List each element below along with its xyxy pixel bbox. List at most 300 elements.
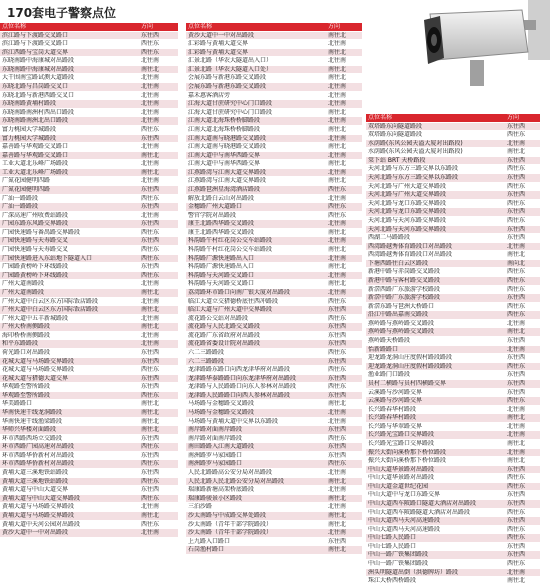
location-cell: 工业大道北乐峰广场路段 [0,160,139,169]
table-row [0,434,178,443]
table-row [366,199,540,208]
location-cell: 广州大道中白云区东方国际饭店路段 [0,306,139,315]
direction-cell: 东往西 [505,294,540,303]
location-cell: 花城大道与猎德大道交界 [0,374,139,383]
location-cell: 会展东路与新港东路交叉路段 [186,74,326,83]
table-row [366,165,540,174]
direction-cell: 南往北 [139,151,178,160]
location-cell: 华师兴华楼对面路段 [0,426,139,435]
direction-cell: 南往北 [326,31,362,40]
direction-cell: 东往西 [139,237,178,246]
direction-cell: 西往东 [139,194,178,203]
direction-cell: 东往西 [505,379,540,388]
location-cell: 江燕路湾与江南大道交界路段 [186,168,326,177]
header-direction: 方向 [505,114,540,122]
location-cell: 江南大道中与南华西路交界 [186,151,326,160]
location-cell: 广园快速路进入东站地下隧道入口 [0,254,139,263]
table-row [186,117,362,126]
table-row [366,259,540,268]
table-row [186,168,362,177]
direction-cell: 北往南 [326,486,362,495]
location-cell: 流花路公交站对出路段 [186,314,326,323]
table-row [366,457,540,466]
location-cell: 振兴大街向溪桥那下桥位路段 [366,448,505,457]
location-cell: 沙太南路（青年干部学院路段） [186,520,326,529]
table-col-2 [186,23,362,555]
table-row [0,374,178,383]
location-cell: 流花路广东省政府对出路段 [186,331,326,340]
location-cell: 中山大道华景路对出路段 [366,465,505,474]
direction-cell: 东往西 [326,391,362,400]
table-row [186,160,362,169]
table-row [186,254,362,263]
direction-cell: 东往西 [326,374,362,383]
table-row [0,100,178,109]
location-cell: 新滘东路与琶洲大桥路口 [366,302,505,311]
direction-cell: 北往南 [505,319,540,328]
direction-cell: 北往南 [326,220,362,229]
direction-cell: 西往东 [326,297,362,306]
table-row [0,288,178,297]
direction-cell: 东往西 [505,517,540,526]
direction-cell: 北往南 [326,529,362,538]
table-row [366,225,540,234]
location-cell: 金穗路广州大道路口 [186,203,326,212]
table-row [0,203,178,212]
direction-cell: 北往南 [326,117,362,126]
location-cell: 上九路入口路口 [186,537,326,546]
location-cell: 江南大道南与晓港路交叉路段 [186,134,326,143]
direction-cell: 南往北 [505,577,540,586]
location-cell: 人民北路人民北路公安分局对出路段 [186,477,326,486]
location-cell: 马场路与金穗路交叉路段 [186,409,326,418]
location-cell: 广深高速广州收费站路段 [0,211,139,220]
direction-cell: 北往南 [139,143,178,152]
direction-cell: 东往西 [139,451,178,460]
table-row [366,251,540,260]
direction-cell: 南往北 [505,251,540,260]
direction-cell: 东往西 [326,451,362,460]
table-row [0,451,178,460]
table-row [0,194,178,203]
direction-cell: 北往南 [326,237,362,246]
direction-cell: 北往南 [139,57,178,66]
header-location: 点位名称 [186,23,326,31]
direction-cell: 东往西 [139,203,178,212]
table-row [366,474,540,483]
table-row [186,211,362,220]
table-row [186,511,362,520]
location-cell: 华美路路口 [0,400,139,409]
table-row [186,494,362,503]
direction-cell: 西往东 [505,482,540,491]
header-direction: 方向 [326,23,362,31]
table-row [366,328,540,337]
direction-cell: 南往北 [139,409,178,418]
direction-cell: 北往南 [139,340,178,349]
table-row [186,220,362,229]
location-cell: 中山大道中与龙口东路交界 [366,491,505,500]
direction-cell: 北往南 [326,100,362,109]
direction-cell: 南往北 [505,328,540,337]
table-row [366,379,540,388]
table-row [0,340,178,349]
location-cell: 云溪路与沙河路交界 [366,388,505,397]
header-location: 点位名称 [366,114,505,122]
table-row [366,174,540,183]
table-row [186,331,362,340]
location-cell: 珠江大桥西桥路段 [366,577,505,586]
table-row [366,285,540,294]
location-cell: 环市西路西场立交路段 [0,434,139,443]
location-cell: 南田路路入江南大道路段 [186,443,326,452]
table-row [186,400,362,409]
location-cell: 中山七路人民路口 [366,542,505,551]
table-row [186,134,362,143]
location-cell: 环市西路广园高速对出路段 [0,443,139,452]
location-cell: 江海大道甘蔗研究中心门口路段 [186,100,326,109]
direction-cell: 南往北 [326,48,362,57]
direction-cell: 东往西 [505,465,540,474]
direction-cell: 东往西 [139,357,178,366]
location-cell: 江海大道甘蔗研究中心门口路段 [186,108,326,117]
location-cell: 天河北路与东方三路交界以东路段 [366,165,505,174]
table-row [366,465,540,474]
direction-cell: 北往南 [139,160,178,169]
location-cell: 迎龙路龙洞山庄度假村路段路段 [366,362,505,371]
page-title: 170套电子警察点位 [7,6,117,20]
location-cell: 荷光路口对出路段 [0,348,139,357]
location-cell: 科韵路午村红花岗公交车站路段 [186,246,326,255]
direction-cell: 北往南 [505,242,540,251]
table-row [186,417,362,426]
table-row [366,139,540,148]
table-row [366,517,540,526]
table-row [0,177,178,186]
location-cell: 黄埔大道三溪地铁站路段 [0,469,139,478]
location-cell: 天河北路与东方三路交界以东路段 [366,174,505,183]
location-cell: 东晓南路南洲北出口路段 [0,117,139,126]
location-cell: 广汕一路路段 [0,194,139,203]
location-cell: 东晓北路与新港西路交叉口 [0,91,139,100]
table-col-3 [366,114,540,586]
direction-cell: 北往南 [505,568,540,577]
direction-cell: 北往南 [139,117,178,126]
location-cell: 瑞康路新塘高架桥底路段 [186,486,326,495]
direction-cell: 西往东 [505,131,540,140]
location-cell: 江南大道北海珠桥桥脚路段 [186,125,326,134]
table-row [366,268,540,277]
location-cell: 员村二横路与员村四横路交界 [366,379,505,388]
table-row [366,448,540,457]
location-cell: 康王北路西华路交叉路段 [186,228,326,237]
table-row [0,520,178,529]
direction-cell: 东往西 [139,383,178,392]
location-cell: 广州大道南路段 [0,280,139,289]
direction-cell: 东往西 [326,306,362,315]
table-row [366,294,540,303]
table-row [366,276,540,285]
table-row [186,314,362,323]
direction-cell: 西往东 [326,383,362,392]
table-row [0,486,178,495]
location-cell: 六二三路路段 [186,357,326,366]
table-row [186,143,362,152]
table-row [0,143,178,152]
direction-cell: 北往南 [505,422,540,431]
table-row [366,439,540,448]
table-row [186,288,362,297]
direction-cell: 东往西 [139,374,178,383]
table-row [366,397,540,406]
location-cell: 下塘西路往白云区路段 [366,259,505,268]
location-cell: 汇彩路与黄埔大道交界 [186,40,326,49]
direction-cell: 南向北 [505,259,540,268]
table-row [0,83,178,92]
table-row [186,340,362,349]
table-row [186,65,362,74]
location-cell: 中山大道华景路对出路段 [366,474,505,483]
direction-cell: 东往西 [505,122,540,131]
direction-cell: 东往西 [139,348,178,357]
table-row [366,388,540,397]
location-cell: 大干围南宝路试测大道路段 [0,74,139,83]
direction-cell: 南往北 [326,74,362,83]
direction-cell: 北往南 [139,314,178,323]
table-row [0,357,178,366]
table-row [0,443,178,452]
table-col-1 [0,23,178,538]
table-row [0,426,178,435]
table-row [0,228,178,237]
location-cell: 龙津路与人民路路口向东人参林对出路段 [186,383,326,392]
table-row [0,237,178,246]
location-cell: 天河北路与广州大道交界路段 [366,191,505,200]
direction-cell: 东往西 [505,542,540,551]
location-cell: 黄埔大道与马场路交界路段 [0,503,139,512]
table-row [186,203,362,212]
direction-cell: 北往南 [139,211,178,220]
table-row [0,280,178,289]
direction-cell: 南往北 [139,168,178,177]
location-cell: 汇景北路（华农大隧道出入口） [186,57,326,66]
direction-cell: 东往西 [505,337,540,346]
table-row [366,534,540,543]
direction-cell: 南往北 [139,65,178,74]
table-row [366,577,540,586]
table-row [0,297,178,306]
direction-cell: 西往东 [139,494,178,503]
direction-cell: 北往南 [326,168,362,177]
location-cell: 天河北路与龙口东路交界路段 [366,199,505,208]
direction-cell: 北往南 [139,331,178,340]
direction-cell: 北往南 [326,503,362,512]
direction-cell: 北往南 [326,91,362,100]
direction-cell: 北往南 [505,431,540,440]
location-cell: 水荫路(东风公园天溢大厦对出路段) [366,148,505,157]
direction-cell: 东往西 [326,426,362,435]
table-row [366,491,540,500]
direction-cell: 东往西 [326,340,362,349]
location-cell: 人民北路路高公安分局对出路段 [186,469,326,478]
location-cell: 江南大道南与晓港路交叉路段 [186,143,326,152]
direction-cell: 东往西 [139,220,178,229]
location-cell: 沙太南路（青年干部学院路段） [186,529,326,538]
direction-cell: 西往东 [505,534,540,543]
table-row [186,263,362,272]
location-cell: 东晓南路中海康城对出路段 [0,57,139,66]
direction-cell: 东往西 [139,185,178,194]
table-row [0,57,178,66]
table-row [0,168,178,177]
location-cell: 天河北路与天河东路交界路段 [366,225,505,234]
direction-cell: 南往北 [326,400,362,409]
direction-cell: 北往南 [326,288,362,297]
direction-cell: 南往北 [139,426,178,435]
table-row [366,551,540,560]
table-row [186,323,362,332]
direction-cell: 西往东 [139,125,178,134]
direction-cell: 东往西 [326,357,362,366]
direction-cell: 北往南 [139,280,178,289]
direction-cell: 北往南 [326,40,362,49]
location-cell: 中山大道西车陂路口隧道大酒店对出路段 [366,500,505,509]
direction-cell: 东往西 [505,156,540,165]
table-row [0,91,178,100]
table-row [0,40,178,49]
direction-cell: 西往东 [505,216,540,225]
table-row [0,409,178,418]
header-direction: 方向 [139,23,178,31]
location-cell: 东晓南路南洲村西出口路段 [0,108,139,117]
location-cell: 中山大道西马天河高速路段 [366,525,505,534]
table-row [0,271,178,280]
direction-cell: 西往东 [139,443,178,452]
table-row [186,177,362,186]
location-cell: 华观路至警所路段 [0,391,139,400]
direction-cell: 北往南 [139,108,178,117]
table-row [186,357,362,366]
location-cell: 沿江中路出嘉南交路段 [366,311,505,320]
table-row [186,297,362,306]
table-row [0,323,178,332]
location-cell: 滨江路与下渡路交叉路口 [0,40,139,49]
table-row [366,542,540,551]
location-cell: 广园路黄榜岭下环线路段 [0,263,139,272]
location-cell: 广园东路东风路交界路段 [0,220,139,229]
direction-cell: 西往东 [505,182,540,191]
direction-cell: 南往北 [326,65,362,74]
direction-cell: 南往北 [505,457,540,466]
location-cell: 科韵路与天河路交叉路口 [186,271,326,280]
table-row [186,194,362,203]
direction-cell: 东往西 [139,486,178,495]
location-cell: 中山大道金道世纪花园 [366,482,505,491]
direction-cell: 西往东 [326,314,362,323]
table-row [366,208,540,217]
table-row [186,40,362,49]
table-row [186,546,362,555]
table-row [366,148,540,157]
direction-cell: 东往西 [505,371,540,380]
direction-cell: 南往北 [326,246,362,255]
table-row [0,511,178,520]
direction-cell: 北往南 [326,134,362,143]
location-cell: 石岗渔村路口 [186,546,326,555]
direction-cell: 南往北 [326,108,362,117]
table-row [0,65,178,74]
location-cell: 康王北路西华路交叉路段 [186,220,326,229]
location-cell: 云溪路与沙河路交界 [366,397,505,406]
direction-cell: 西往东 [139,477,178,486]
location-cell: 西湾路越秀体育路段口对出路段 [366,242,505,251]
table-row [0,383,178,392]
direction-cell: 西往东 [326,366,362,375]
table-row [0,314,178,323]
direction-cell: 西往东 [505,276,540,285]
table-row [366,568,540,577]
location-cell: 南洲路罗马家园路口 [186,460,326,469]
direction-cell: 南往北 [326,477,362,486]
location-cell: 天河北路与龙口东路交界路段 [366,208,505,217]
direction-cell: 北往南 [326,151,362,160]
direction-cell: 南往北 [139,306,178,315]
direction-cell: 东往西 [505,354,540,363]
table-row [0,460,178,469]
location-cell: 华南快速干线渔梁路段 [0,417,139,426]
direction-cell: 南往北 [326,177,362,186]
location-cell: 嘉禾惠客酒店旁 [186,91,326,100]
direction-cell: 东往西 [139,434,178,443]
location-cell: 新滘西路广东旅游学校路段 [366,285,505,294]
direction-cell: 东往西 [326,331,362,340]
table-row [0,246,178,255]
location-cell: 科韵路广源快速路出入口 [186,254,326,263]
table-row [366,345,540,354]
table-row [0,417,178,426]
direction-cell: 北往南 [326,57,362,66]
location-cell: 龙津路路东路口向西龙津华府对出路段 [186,366,326,375]
table-row [0,48,178,57]
direction-cell: 西往东 [326,460,362,469]
table-row [186,246,362,255]
table-row [366,302,540,311]
direction-cell: 北往南 [326,409,362,418]
location-cell: 新港中路与赤岗路交叉路段 [366,268,505,277]
location-cell: 黄埔大道与马场路交界路段 [0,511,139,520]
table-row [186,391,362,400]
location-cell: 长兴路春华村路段 [366,414,505,423]
table-row [0,125,178,134]
location-cell: 龙津路华泰路路口向东龙津华府对出路段 [186,374,326,383]
location-cell: 花城大道与马场路交界路段 [0,357,139,366]
table-row [366,508,540,517]
location-cell: 临江大道与广州大道中交界路段 [186,306,326,315]
table-row [186,185,362,194]
table-row [186,31,362,40]
location-cell: 中山一路广铁集团路段 [366,560,505,569]
direction-cell: 东往西 [505,500,540,509]
direction-cell: 西往东 [139,228,178,237]
location-cell: 滨江西路与宝岗大道交界 [0,48,139,57]
direction-cell: 北往南 [139,297,178,306]
location-cell: 科韵路午村红花岗公交车站路段 [186,237,326,246]
table-row [186,460,362,469]
table-row [186,434,362,443]
location-cell: 花城大道与马场路交界路段 [0,366,139,375]
table-row [0,477,178,486]
location-cell: 东晓南路黄埔村路段 [0,100,139,109]
